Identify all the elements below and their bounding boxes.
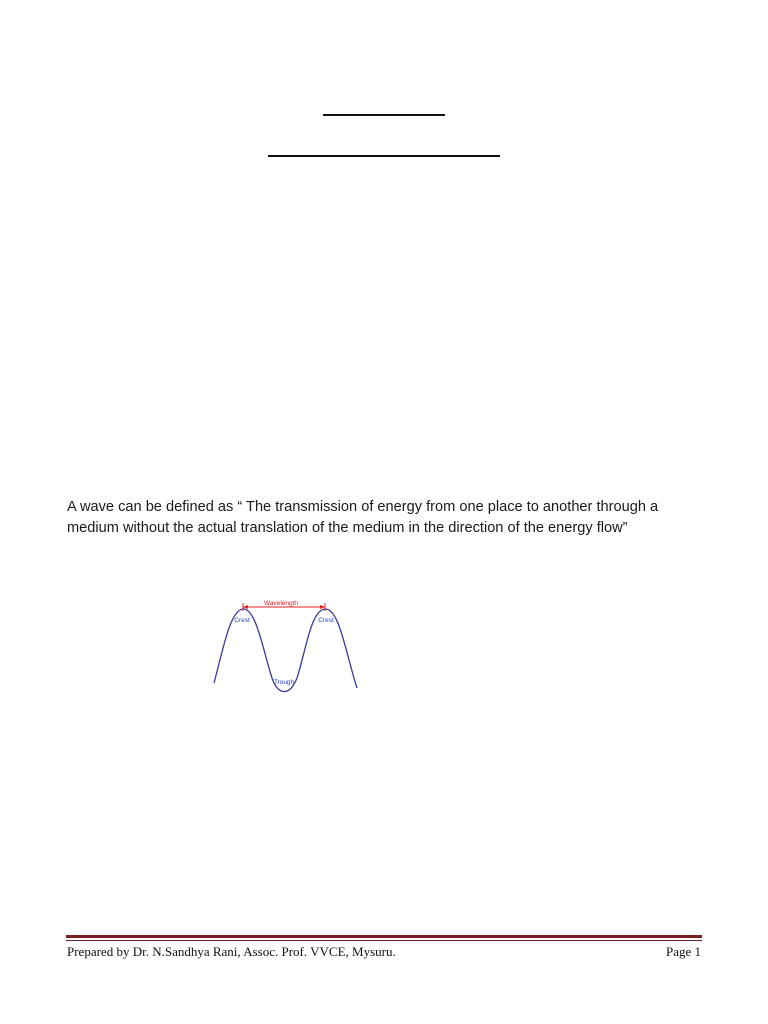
footer-rule-thick [66,935,702,938]
title-underline [323,114,445,116]
crest-label-left: Crest [234,617,250,624]
footer-page-number: Page 1 [665,944,701,959]
footer-rule-thin [66,940,702,941]
definition-line-2: medium without the actual translation of the medium in the direction of the energy flow” [67,520,628,536]
wave-definition-paragraph [67,497,707,539]
crest-label-right: Crest [318,617,334,624]
trough-label: Trough [273,679,295,686]
wavelength-label: Wavelength [263,600,299,607]
subtitle-underline [268,155,500,157]
wave-diagram-svg [205,590,365,700]
footer-rule [66,935,702,941]
footer-author: Prepared by Dr. N.Sandhya Rani, Assoc. Prof. VVCE, Mysuru. [67,944,396,959]
wave-diagram [205,590,365,700]
definition-line-1: A wave can be defined as “ The transmission of energy from one place to another through a [67,499,659,515]
wavelength-arrowhead-right [320,605,325,609]
page-footer [67,944,701,960]
